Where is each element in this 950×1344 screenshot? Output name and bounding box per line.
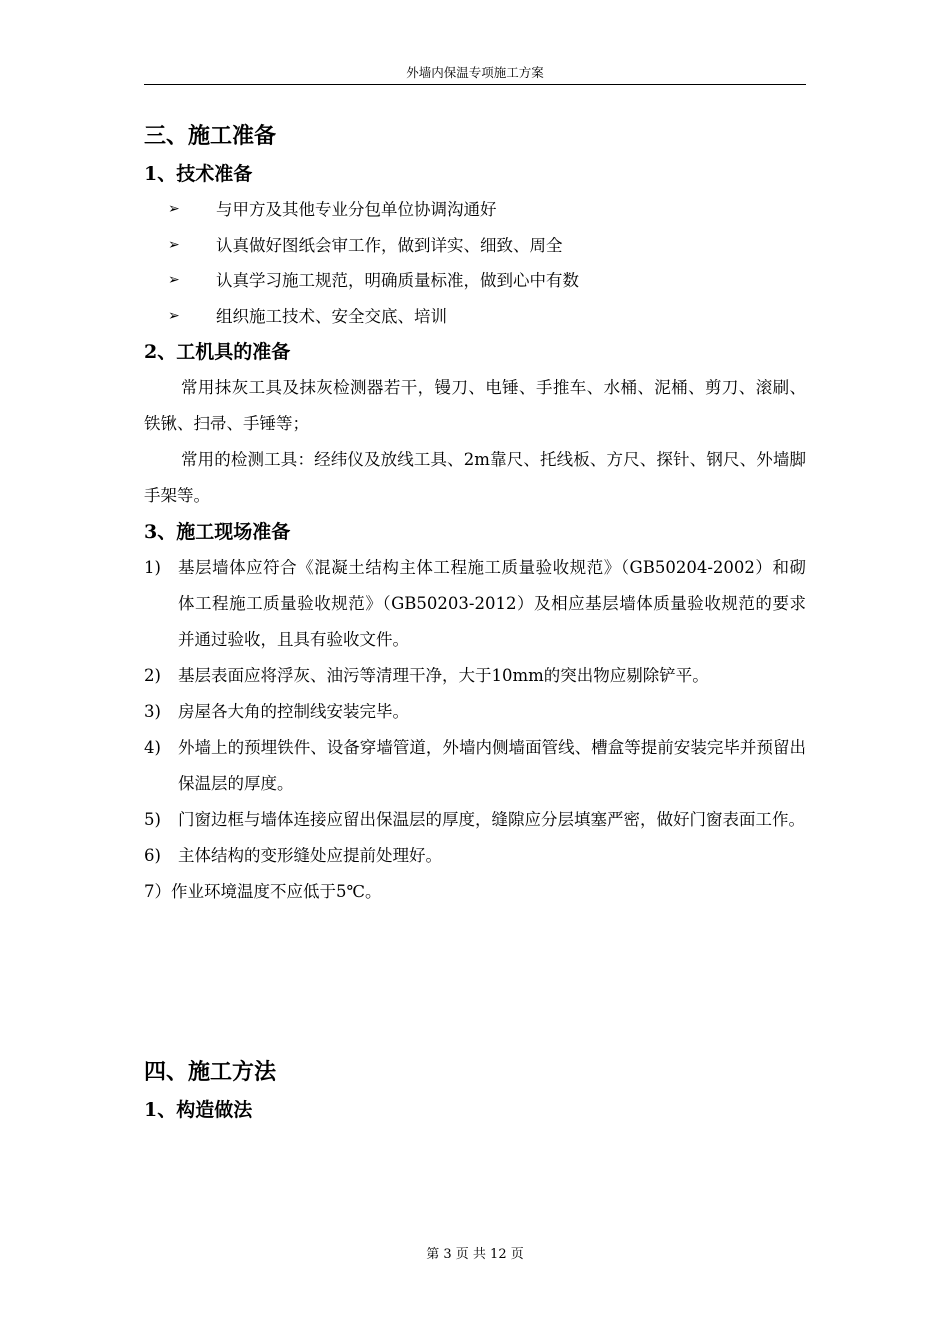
bullet-text: 与甲方及其他专业分包单位协调沟通好 (216, 200, 497, 219)
item-number: 1) (144, 558, 161, 577)
site-list-item (144, 802, 806, 838)
item-text: 基层表面应将浮灰、油污等清理干净，大于10mm的突出物应剔除铲平。 (178, 666, 709, 685)
tech-bullet (144, 263, 806, 299)
site-list-item (144, 550, 806, 658)
item-number: 3) (144, 702, 161, 721)
header-title: 外墙内保温专项施工方案 (406, 65, 544, 80)
blank-space (144, 910, 806, 1052)
item-text: 外墙上的预埋铁件、设备穿墙管道，外墙内侧墙面管线、槽盒等提前安装完毕并预留出保温层的厚度。 (178, 738, 806, 793)
item-number: 5) (144, 810, 161, 829)
site-list-item (144, 658, 806, 694)
construction-method-title: 1、构造做法 (144, 1099, 253, 1121)
item-number: 6) (144, 846, 161, 865)
arrow-bullet-icon: ➢ (168, 307, 180, 324)
tech-bullet (144, 192, 806, 228)
item-text: 主体结构的变形缝处应提前处理好。 (178, 846, 442, 865)
page-number: 第 3 页 共 12 页 (426, 1247, 524, 1262)
bullet-text: 组织施工技术、安全交底、培训 (216, 306, 447, 326)
bullet-text: 认真做好图纸会审工作，做到详实、细致、周全 (216, 235, 563, 255)
section-4-title: 四、施工方法 (144, 1059, 277, 1085)
page-header (144, 64, 806, 85)
site-prep-title: 3、施工现场准备 (144, 521, 291, 543)
tools-paragraph-2: 常用的检测工具：经纬仪及放线工具、2m靠尺、托线板、方尺、探针、钢尺、外墙脚手架等。 (144, 450, 806, 505)
site-list-item (144, 694, 806, 730)
bullet-text: 认真学习施工规范，明确质量标准，做到心中有数 (216, 271, 579, 290)
tech-prep-title: 1、技术准备 (144, 163, 253, 185)
tools-prep-title: 2、工机具的准备 (144, 341, 291, 363)
arrow-bullet-icon: ➢ (168, 272, 180, 288)
item-text: 房屋各大角的控制线安装完毕。 (178, 702, 409, 721)
item-number: 2) (144, 666, 161, 685)
site-list-item (144, 838, 806, 874)
section-3-title: 三、施工准备 (144, 123, 277, 149)
arrow-bullet-icon: ➢ (168, 201, 180, 217)
tech-bullet (144, 228, 806, 264)
document-body (144, 116, 806, 1128)
item-text: 基层墙体应符合《混凝土结构主体工程施工质量验收规范》（GB50204-2002）和砌体工程施工质量验收规范》（GB50203-2012）及相应基层墙体质量验收规范的要求并通过验收，且具有验收文件。 (178, 558, 806, 649)
site-list-item-7: 7）作业环境温度不应低于5℃。 (144, 882, 382, 901)
page-footer (0, 1246, 950, 1264)
tools-paragraph-1: 常用抹灰工具及抹灰检测器若干，镘刀、电锤、手推车、水桶、泥桶、剪刀、滚刷、铁锹、扫帚、手锤等； (144, 378, 806, 433)
item-number: 4) (144, 738, 161, 757)
site-list-item (144, 730, 806, 802)
tech-bullet (144, 299, 806, 335)
item-text: 门窗边框与墙体连接应留出保温层的厚度，缝隙应分层填塞严密，做好门窗表面工作。 (178, 810, 805, 829)
arrow-bullet-icon: ➢ (168, 236, 180, 253)
